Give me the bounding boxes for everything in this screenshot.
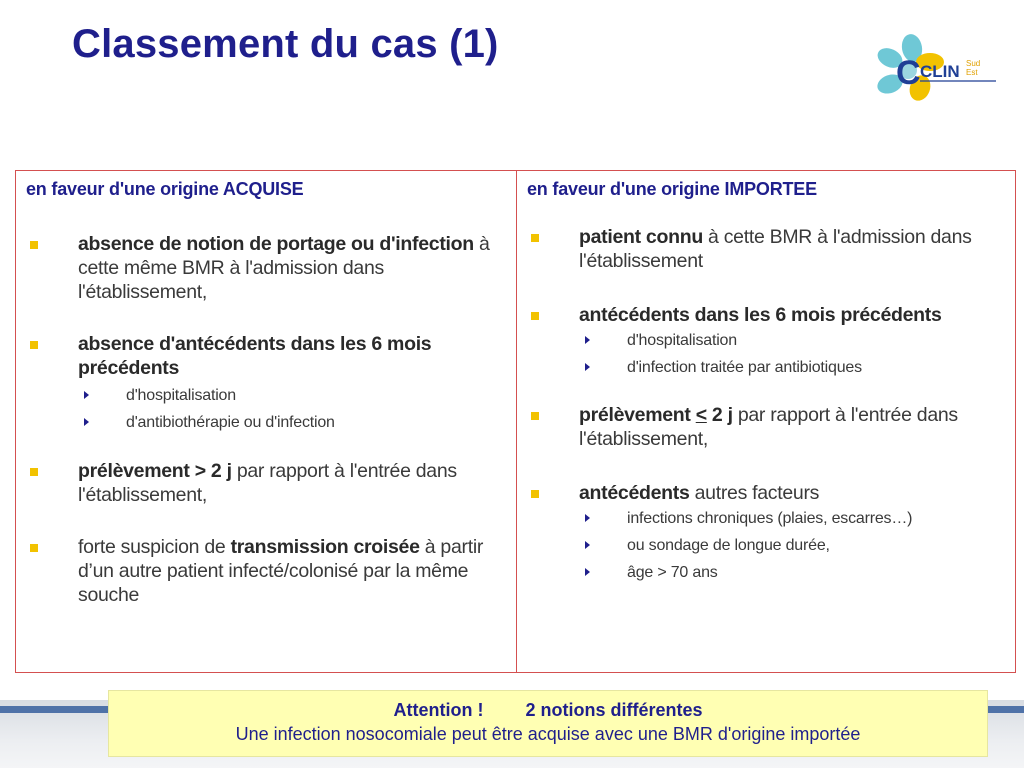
list-item [527,481,1005,505]
item-bold-text: antécédents [579,482,690,504]
item-bold-text: 2 j [706,404,733,426]
slide-title: Classement du cas (1) [72,22,499,66]
list-item [527,403,1005,451]
square-bullet-icon [531,412,539,420]
logo-letter: C [896,54,921,92]
cclin-logo [868,32,1000,104]
arrow-bullet-icon [585,363,590,371]
square-bullet-icon [30,341,38,349]
logo-name: CLIN [920,62,960,81]
item-bold-text: prélèvement [579,404,696,426]
sub-list-item [527,559,1005,586]
sub-list-item [26,409,506,436]
sub-list-item [527,327,1005,354]
list-item [26,459,506,507]
item-text: forte suspicion de [78,536,231,558]
arrow-bullet-icon [585,336,590,344]
sub-item-text: ou sondage de longue durée, [627,537,830,554]
square-bullet-icon [30,544,38,552]
sub-list-item [26,382,506,409]
sub-item-text: infections chroniques (plaies, escarres…) [627,510,913,527]
item-text: à cette BMR à l'admission dans l'établissement [579,226,972,272]
list-item [26,232,506,304]
sub-item-text: d'infection traitée par antibiotiques [627,359,862,376]
item-bold-underlined-text: < [695,404,707,426]
list-item [26,332,506,380]
square-bullet-icon [30,468,38,476]
sub-item-text: d'hospitalisation [627,332,737,349]
sub-list-item [527,505,1005,532]
sub-list-item [527,354,1005,381]
attention-notice: 2 notions différentes [525,700,703,720]
square-bullet-icon [30,241,38,249]
list-item [527,303,1005,327]
arrow-bullet-icon [585,541,590,549]
item-text: autres facteurs [689,482,820,504]
acquired-origin-heading: en faveur d'une origine ACQUISE [26,179,304,199]
square-bullet-icon [531,490,539,498]
square-bullet-icon [531,234,539,242]
item-bold-text: absence de notion de portage ou d'infection [78,233,474,255]
sub-list-item [527,532,1005,559]
attention-text: Une infection nosocomiale peut être acquise avec une BMR d'origine importée [235,724,861,744]
item-bold-text: patient connu [579,226,703,248]
arrow-bullet-icon [585,514,590,522]
item-bold-text: absence d'antécédents dans les 6 mois précédents [78,333,432,379]
item-text: par rapport à l'entrée dans l'établissement, [78,460,457,506]
sub-item-text: d'hospitalisation [126,387,236,404]
item-bold-text: transmission croisée [230,536,420,558]
item-bold-text: antécédents dans les 6 mois précédents [579,304,942,326]
list-item [527,225,1005,273]
attention-label: Attention ! [393,700,484,720]
imported-origin-heading: en faveur d'une origine IMPORTEE [527,179,817,199]
item-text: à partir d’un autre patient infecté/colonisé par la même souche [78,536,484,606]
square-bullet-icon [531,312,539,320]
imported-origin-box [516,170,1016,673]
item-text: à cette même BMR à l'admission dans l'établissement, [78,233,490,303]
attention-callout [108,690,988,757]
arrow-bullet-icon [585,568,590,576]
logo-region-bottom: Est [966,68,978,77]
item-bold-text: prélèvement > 2 j [78,460,232,482]
arrow-bullet-icon [84,418,89,426]
sub-item-text: âge > 70 ans [627,564,718,581]
list-item [26,535,506,607]
logo-region-top: Sud [966,59,981,68]
arrow-bullet-icon [84,391,89,399]
item-text: par rapport à l'entrée dans l'établissement, [579,404,958,450]
sub-item-text: d'antibiothérapie ou d'infection [126,414,335,431]
acquired-origin-box [15,170,517,673]
